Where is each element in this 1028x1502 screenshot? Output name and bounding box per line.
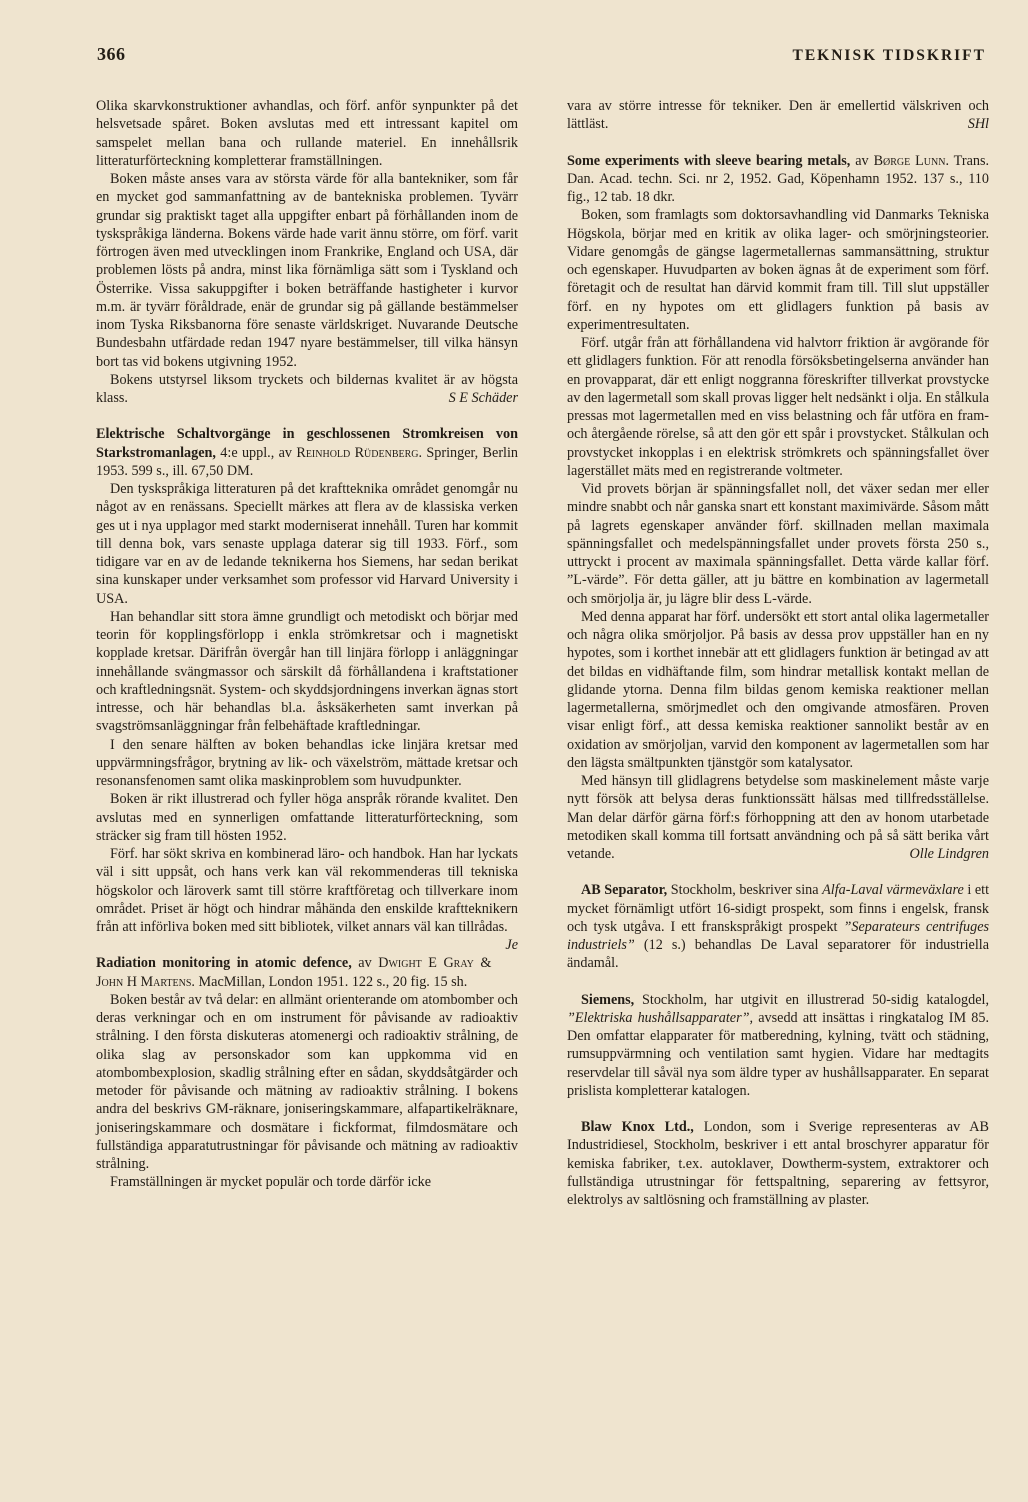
paragraph: Olika skarvkonstruktioner avhandlas, och förf. anför synpunkter på det helsvetsade spåret. Boken avslutas med ett intressant kapitel om samspelet mellan bana och rullande materiel. En innehållsrik litteraturförteckning kompletterar framställningen. <box>96 98 518 169</box>
reviewer-signature: SHl <box>967 116 989 133</box>
spacer <box>567 973 989 991</box>
reviewer-signature: Olle Lindgren <box>909 846 989 862</box>
company-name: Siemens, <box>581 991 635 1008</box>
paragraph-text: Med hänsyn till glidlagrens betydelse som maskinelement måste varje nytt försök att belysa deras funktionssätt hälsas med tillfredsställelse. Man delar därför gärna förf:s förhoppning att den av honom utarbetade metodiken skall komma till fortsatt användning och på så sätt berika vårt vetande. <box>567 773 989 862</box>
company-notice <box>567 991 989 1101</box>
book-author: Reinhold Rüdenberg. <box>296 444 423 461</box>
paragraph: Boken består av två delar: en allmänt orienterande om atombomber och deras verkningar och en om instrument för påvisande av radioaktiv strålning. I den första diskuteras atomenergi och radioaktiv strålning, de olika slag av personskador som kan uppkomma vid en atombombexplosion, skadlig strålning efter en sådan, skyddsåtgärder och metoder för påvisande och mätning av radioaktiv strålning. I bokens andra del beskrivs GM-räknare, joniseringskammare, alfapartikelräknare, joniseringskammare och dosmätare i fickformat, filmdosmätare och fullständiga apparatutrustningar för påvisande och mätning av radioaktiv strålning. <box>96 991 518 1172</box>
paragraph: Boken måste anses vara av största värde för alla bantekniker, som får en mycket god sammanfattning av de bantekniska problemen. Tyvärr grundar sig praktiskt taget alla uppgifter enbart på förhållanden inom de tyskspråkiga länderna. Bokens värde hade varit ännu större, om förf. varit förtrogen även med utvecklingen inom Frankrike, England och USA, där problemen lösts på andra, minst lika förnämliga sätt som i Tyskland och Österrike. Vissa sakuppgifter i boken beträffande hastigheter i kurvor m.m. är tyvärr föråldrade, enär de grundar sig på gällande bestämmelser inom Tyska Riksbanorna före senaste världskriget. Nuvarande Deutsche Bundesbahn utfärdade redan 1947 nyare bestämmelser, till vilka hänsyn bort tas vid bokens utgivning 1952. <box>96 171 518 370</box>
notice-text: London, som i Sverige representeras av AB Industridiesel, Stockholm, beskriver i ett antal broschyrer apparatur för kemiska fabriker, t.ex. autoklaver, Dowtherm-system, extraktorer och fullständiga utrustningar för fettspaltning, separering av fettsyror, elektrolys av saltlösning och framställning av plaster. <box>567 1119 990 1208</box>
page-number: 366 <box>97 44 126 64</box>
paragraph-text: Förf. har sökt skriva en kombinerad läro- och handbok. Han har lyckats väl i sitt uppsåt, och hans verk kan väl rekommenderas till tekniska högskolor och läroverk samt till större kraftföretag och tillverkare inom området. Priset är högt och hindrar måhända den enskilde kraftteknikern från att införliva boken med sitt bibliotek, vilket annars väl kan tillrådas. <box>96 846 518 935</box>
review-heading <box>96 425 518 480</box>
notice-text: avsedd att insättas i ringkatalog IM 85. Den omfattar elapparater för matberedning, kylning, tvätt och städning, rumsuppvärmning och ventilation samt hygien. Vidare har medtagits reservdelar till såväl nya som äldre typer av hushållsapparater. En separat prislista kompletterar katalogen. <box>567 1009 990 1099</box>
paragraph <box>567 97 989 134</box>
by-word: av <box>358 955 372 972</box>
company-notice <box>567 1118 989 1209</box>
paragraph <box>96 845 518 954</box>
publication-info: MacMillan, London 1951. 122 s., 20 fig. 15 sh. <box>198 973 468 990</box>
company-name: Blaw Knox Ltd., <box>581 1119 694 1135</box>
paragraph: Framställningen är mycket populär och torde därför icke <box>110 1174 432 1191</box>
company-notice <box>567 881 989 972</box>
book-author: Dwight E Gray & John H Martens. <box>96 955 492 990</box>
paragraph: Vid provets början är spänningsfallet noll, det växer sedan mer eller mindre snabbt och når ganska snart ett konstant maximivärde. Såsom mått på lagrets egenskaper använder förf. skillnaden mellan maximala spänningsfallet och medelspänningsfallet under provets första 250 s., uttryckt i procent av maximala spänningsfallet. Detta värde kallar förf. ”L-värde”. För detta gäller, att ju bättre en kombination av lagermetall och smörjolja är, ju lägre blir dess L-värde. <box>567 481 989 607</box>
left-column <box>96 97 518 1192</box>
paragraph: I den senare hälften av boken behandlas icke linjära kretsar med uppvärmningsfrågor, brytning av lik- och växelström, mättade kretsar och resonansfenomen samt olika maskinproblem som huvudpunkter. <box>96 736 518 789</box>
paragraph: Han behandlar sitt stora ämne grundligt och metodiskt och börjar med teorin för kopplingsförlopp i enkla strömkretsar och i magnetiskt kopplade kretsar. Därifrån övergår han till linjära förlopp i anläggningar innehållande svängmassor och särskilt då förhållandena i kraftstationer och kraftledningsnät. System- och skyddsjordningens inverkan ägnas stort intresse, och här behandlas bl.a. åsksäkerheten samt inverkan på svagströmsanläggningar från felbehäftade kraftledningar. <box>96 608 518 735</box>
notice-italic: ”Elektriska hushållsapparater”, <box>567 1009 754 1026</box>
paragraph <box>567 772 989 863</box>
edition: 4:e uppl., av <box>220 444 293 461</box>
publication-info: Springer, Berlin 1953. 599 s., ill. 67,50 DM. <box>96 444 519 479</box>
notice-text: (12 s.) behandlas De Laval separatorer för industriella ändamål. <box>567 937 989 972</box>
journal-title: TEKNISK TIDSKRIFT <box>792 47 986 64</box>
paragraph: Boken, som framlagts som doktorsavhandling vid Danmarks Tekniska Högskola, börjar med en kritik av olika lager- och smörjningsteorier. Vidare genomgås de gängse lagermetallernas sammansättning, struktur och egenskaper. Huvudparten av boken ägnas åt de experiment som förf. företagit och de resultat han därvid kommit fram till. Till slut uppställer förf. en ny hypotes om ett glidlagers funktion på basis av experimentresultaten. <box>567 207 989 333</box>
spacer <box>96 936 518 954</box>
review-heading <box>567 152 989 207</box>
spacer <box>567 863 989 881</box>
by-word: av <box>855 152 869 169</box>
book-author: Børge Lunn. <box>873 152 950 169</box>
paragraph: Förf. utgår från att förhållandena vid halvtorr friktion är avgörande för ett glidlagers funktion. För att renodla försöksbetingelserna använder han en provapparat, där ett enligt noggranna föreskrifter tillverkat provstycke av den lagermetall som skall provas ligger helt nedsänkt i olja. En stålkula pressas mot lagermetallen med en viss belastning och får utföra en fram- och återgående rörelse, så att den gör ett spår i provstycket. Stålkulan och provstycket inkopplas i en elektrisk strömkrets och spänningsfallet över lagerstället mäts med en registrerande voltmeter. <box>567 335 989 479</box>
spacer <box>567 1100 989 1118</box>
notice-italic: Alfa-Laval värmeväxlare <box>822 882 964 899</box>
reviewer-signature: Je <box>505 937 518 954</box>
notice-text: Stockholm, beskriver sina <box>670 882 819 899</box>
notice-text: i ett mycket förnämligt utfört 16-sidigt prospekt, som finns i engelsk, fransk och tysk utgåva. I ett franskspråkigt prospekt <box>567 882 990 935</box>
reviewer-signature: S E Schäder <box>448 390 518 406</box>
paragraph: Boken är rikt illustrerad och fyller höga anspråk rörande kvalitet. Den avslutas med en synnerligen omfattande litteraturförteckning, som sträcker sig fram till hösten 1952. <box>96 791 518 844</box>
spacer <box>567 134 989 152</box>
company-name: AB Separator, <box>581 882 668 899</box>
paragraph-text: vara av större intresse för tekniker. Den är emellertid välskriven och lättläst. <box>567 98 989 133</box>
notice-text: Stockholm, har utgivit en illustrerad 50-sidig katalogdel, <box>642 991 989 1008</box>
publication-info: Trans. Dan. Acad. techn. Sci. nr 2, 1952. Gad, Köpenhamn 1952. 137 s., 110 fig., 12 tab. 18 dkr. <box>567 152 990 205</box>
book-title: Radiation monitoring in atomic defence, <box>96 955 352 972</box>
book-title: Elektrische Schaltvorgänge in geschlossenen Stromkreisen von Starkstromanlagen, <box>96 426 518 461</box>
spacer <box>96 407 518 425</box>
book-title: Some experiments with sleeve bearing metals, <box>567 152 851 169</box>
right-column <box>567 97 989 1209</box>
notice-italic: ”Separateurs centrifuges industriels” <box>567 918 990 953</box>
paragraph: Den tyskspråkiga litteraturen på det kraftteknika området genomgår nu något av en renässans. Speciellt märkes att flera av de klassiska verken ges ut i nya upplagor med starkt moderniserat innehåll. Turen har kommit till denna bok, vars senaste upplaga daterar sig till 1933. Förf., som tidigare var en av de ledande teknikerna hos Siemens, har sedan berikat sina kunskaper under verksamhet som professor vid Harvard University i USA. <box>96 481 518 607</box>
review-heading <box>96 954 518 991</box>
paragraph-text: Bokens utstyrsel liksom tryckets och bildernas kvalitet är av högsta klass. <box>96 371 518 406</box>
paragraph: Med denna apparat har förf. undersökt ett stort antal olika lagermetaller och några olika smörjoljor. På basis av dessa prov uppställer han en ny hypotes, som i korthet innebär att ett glidlagers funktion är betingad av att det bildas en vidhäftande film, som hindrar metallisk kontakt mellan de glidande ytorna. Denna film bildas genom kemiska reaktioner mellan lagermetallerna, smörjmedlet och den omgivande atmosfären. Proven visar enligt förf., att dessa kemiska reaktioner sannolikt består av en oxidation av smörjoljan, varvid den komponent av lagermetallen som har den lägsta smältpunkten tjänstgör som katalysator. <box>567 608 989 771</box>
paragraph <box>96 371 518 408</box>
